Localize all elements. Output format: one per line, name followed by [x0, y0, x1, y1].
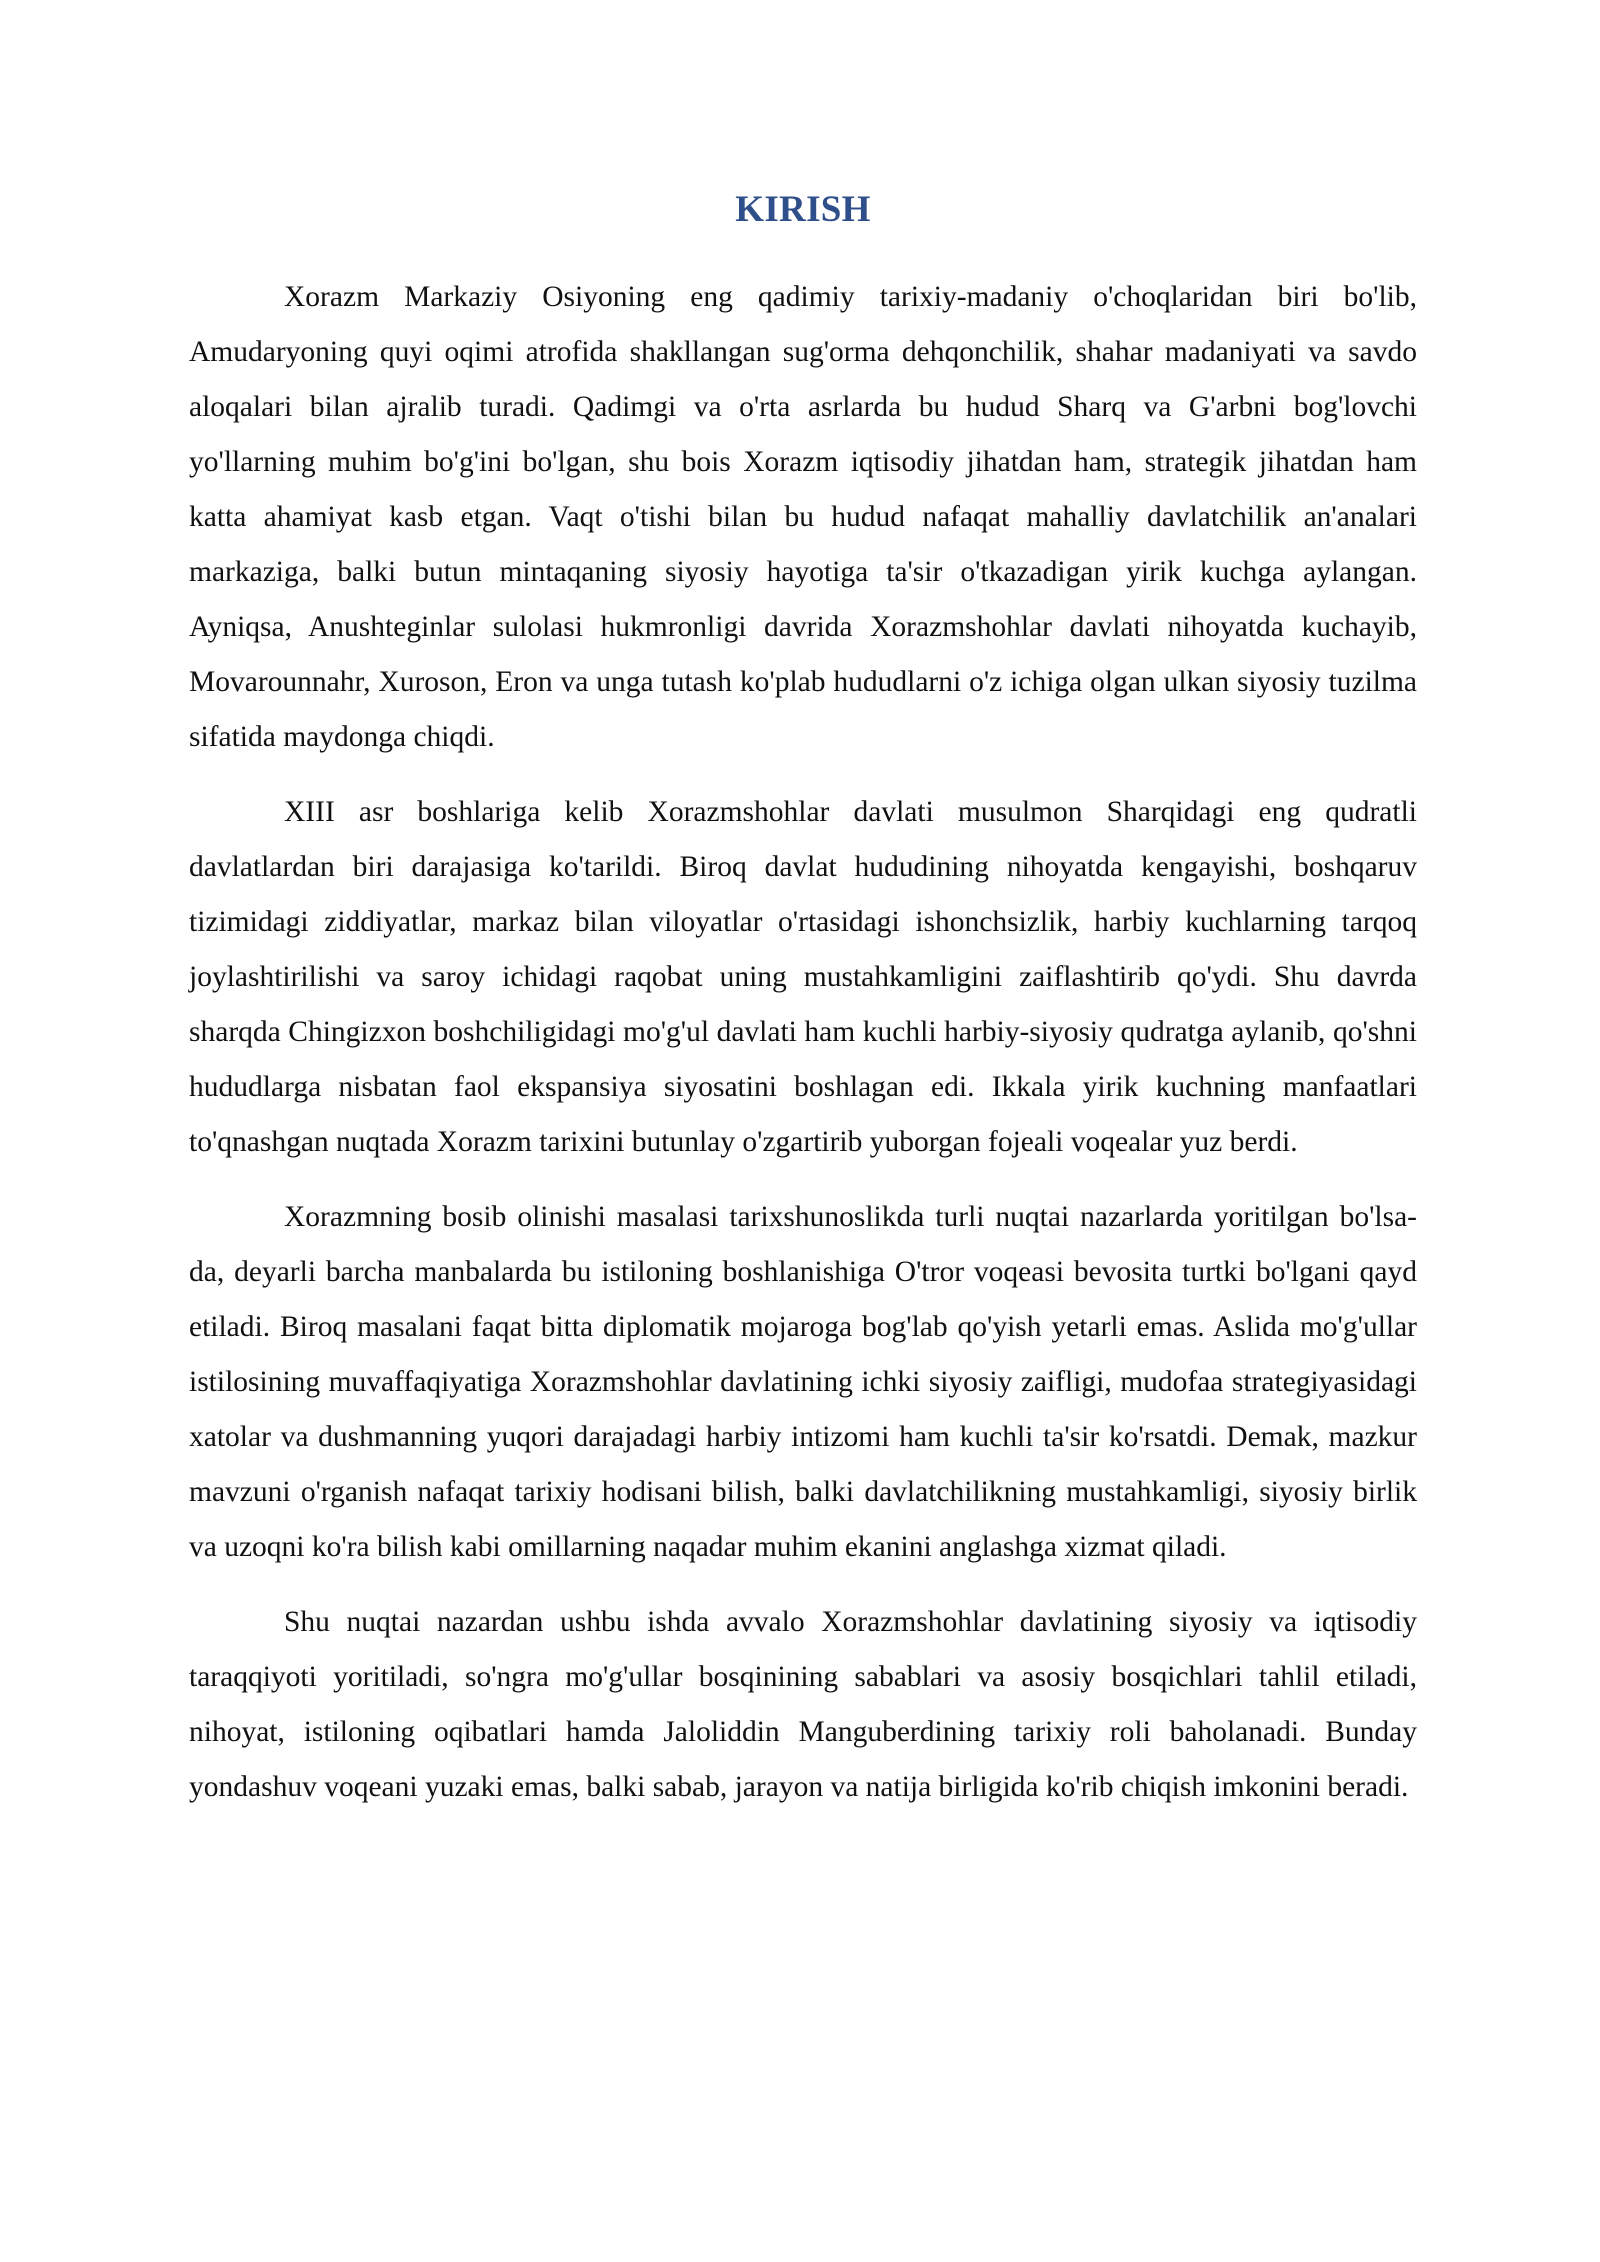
page-title: KIRISH [735, 189, 871, 230]
paragraph-1: Xorazm Markaziy Osiyoning eng qadimiy tarixiy-madaniy o'choqlaridan biri bo'lib, Amudaryoning quyi oqimi atrofida shakllangan sug'orma dehqonchilik, shahar madaniyati va savdo aloqalari bilan ajralib turadi. Qadimgi va o'rta asrlarda bu hudud Sharq va G'arbni bog'lovchi yo'llarning muhim bo'g'ini bo'lgan, shu bois Xorazm iqtisodiy jihatdan ham, strategik jihatdan ham katta ahamiyat kasb etgan. Vaqt o'tishi bilan bu hudud nafaqat mahalliy davlatchilik an'analari markaziga, balki butun mintaqaning siyosiy hayotiga ta'sir o'tkazadigan yirik kuchga aylangan. Ayniqsa, Anushteginlar sulolasi hukmronligi davrida Xorazmshohlar davlati nihoyatda kuchayib, Movarounnahr, Xuroson, Eron va unga tutash ko'plab hududlarni o'z ichiga olgan ulkan siyosiy tuzilma sifatida maydonga chiqdi. [189, 281, 1417, 753]
paragraph-2: XIII asr boshlariga kelib Xorazmshohlar davlati musulmon Sharqidagi eng qudratli davlatlardan biri darajasiga ko'tarildi. Biroq davlat hududining nihoyatda kengayishi, boshqaruv tizimidagi ziddiyatlar, markaz bilan viloyatlar o'rtasidagi ishonchsizlik, harbiy kuchlarning tarqoq joylashtirilishi va saroy ichidagi raqobat uning mustahkamligini zaiflashtirib qo'ydi. Shu davrda sharqda Chingizxon boshchiligidagi mo'g'ul davlati ham kuchli harbiy-siyosiy qudratga aylanib, qo'shni hududlarga nisbatan faol ekspansiya siyosatini boshlagan edi. Ikkala yirik kuchning manfaatlari to'qnashgan nuqtada Xorazm tarixini butunlay o'zgartirib yuborgan fojeali voqealar yuz berdi. [189, 796, 1417, 1158]
paragraph-4: Shu nuqtai nazardan ushbu ishda avvalo Xorazmshohlar davlatining siyosiy va iqtisodiy taraqqiyoti yoritiladi, so'ngra mo'g'ullar bosqinining sabablari va asosiy bosqichlari tahlil etiladi, nihoyat, istiloning oqibatlari hamda Jaloliddin Manguberdining tarixiy roli baholanadi. Bunday yondashuv voqeani yuzaki emas, balki sabab, jarayon va natija birligida ko'rib chiqish imkonini beradi. [189, 1606, 1417, 1803]
paragraph-3: Xorazmning bosib olinishi masalasi tarixshunoslikda turli nuqtai nazarlarda yoritilgan bo'lsa-da, deyarli barcha manbalarda bu istiloning boshlanishiga O'tror voqeasi bevosita turtki bo'lgani qayd etiladi. Biroq masalani faqat bitta diplomatik mojaroga bog'lab qo'yish yetarli emas. Aslida mo'g'ullar istilosining muvaffaqiyatiga Xorazmshohlar davlatining ichki siyosiy zaifligi, mudofaa strategiyasidagi xatolar va dushmanning yuqori darajadagi harbiy intizomi ham kuchli ta'sir ko'rsatdi. Demak, mazkur mavzuni o'rganish nafaqat tarixiy hodisani bilish, balki davlatchilikning mustahkamligi, siyosiy birlik va uzoqni ko'ra bilish kabi omillarning naqadar muhim ekanini anglashga xizmat qiladi. [189, 1201, 1417, 1563]
page-content [189, 180, 1417, 1835]
